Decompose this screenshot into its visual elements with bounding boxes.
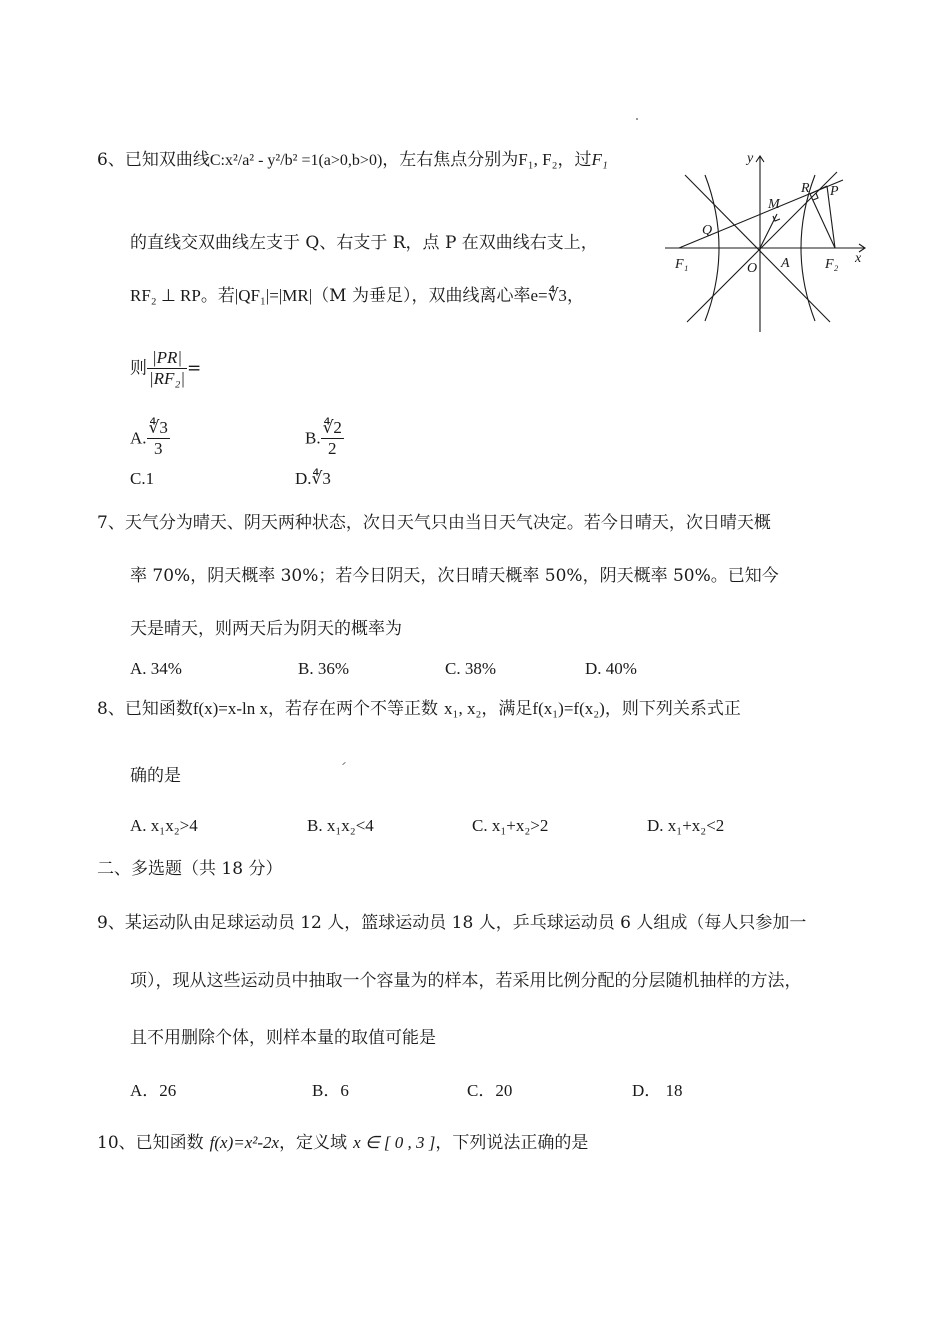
q6-line3 xyxy=(130,286,584,306)
label-f2: F₂ xyxy=(825,257,839,272)
q6-f1: F₁ xyxy=(591,150,608,169)
q6-ask-prefix: 则 xyxy=(130,358,147,379)
q7-line3: 天是晴天，则两天后为阴天的概率为 xyxy=(130,619,402,639)
q6-line2-text: 的直线交双曲线左支于 Q、右支于 R，点 P 在双曲线右支上， xyxy=(130,233,598,253)
q9-line2: 项），现从这些运动员中抽取一个容量为的样本，若采用比例分配的分层随机抽样的方法， xyxy=(130,971,802,991)
label-y: y xyxy=(747,151,754,166)
q6-ratio-fraction xyxy=(147,348,187,390)
q8-option-a: A. x₁x₂>4 xyxy=(130,816,198,835)
q6-option-b-label: B. xyxy=(305,428,321,448)
q6-line3-end: ， xyxy=(566,286,584,306)
q9-option-d: D． 18 xyxy=(632,1081,683,1100)
label-f1: F₁ xyxy=(675,257,689,272)
q9-line1: 9、某运动队由足球运动员 12 人，篮球运动员 18 人，乒乓球运动员 6 人组成（每人只参加一 xyxy=(97,913,807,933)
q6-line1-mid: ，左右焦点分别为 xyxy=(382,150,519,170)
q6-option-a-fraction xyxy=(147,418,170,460)
q7-option-d: D. 40% xyxy=(585,659,637,678)
q6-line1 xyxy=(97,150,608,170)
q6-line1-prefix: 6、已知双曲线 xyxy=(97,150,210,170)
q10-function: f(x)=x²-2x xyxy=(209,1133,280,1152)
label-o: O xyxy=(747,261,758,276)
q6-line2 xyxy=(130,233,598,253)
label-x: x xyxy=(855,251,862,266)
hyperbola-figure xyxy=(665,150,875,340)
q10-line1-prefix: 10、已知函数 xyxy=(97,1133,204,1153)
q9-line3: 且不用删除个体，则样本量的取值可能是 xyxy=(130,1028,436,1048)
q8-line1-mid2: ，满足 xyxy=(481,699,533,719)
q6-option-a-denominator: 3 xyxy=(153,439,163,459)
scan-speck-top xyxy=(636,118,638,120)
q8-line1-prefix: 8、已知函数 xyxy=(97,699,193,719)
q6-option-b-numerator: ∜2 xyxy=(321,418,344,439)
q6-ask-suffix: = xyxy=(187,358,202,379)
q6-option-a-label: A. xyxy=(130,428,147,448)
q6-ratio-numerator: |PR| xyxy=(147,348,187,369)
q8-line1 xyxy=(97,699,741,719)
asymptote-2 xyxy=(687,172,837,322)
label-q: Q xyxy=(702,223,713,238)
q7-line1: 7、天气分为晴天、阴天两种状态，次日天气只由当日天气决定。若今日晴天，次日晴天概 xyxy=(97,513,771,533)
q7-option-a: A. 34% xyxy=(130,659,182,678)
q10-line1-suffix: ，下列说法正确的是 xyxy=(435,1133,589,1153)
q8-line1-mid: ，若存在两个不等正数 xyxy=(268,699,439,719)
q7-line2: 率 70%，阴天概率 30%；若今日阴天，次日晴天概率 50%，阴天概率 50%。已知今 xyxy=(130,566,779,586)
q7-option-c: C. 38% xyxy=(445,659,496,678)
q10-domain: x ∈ [ 0 , 3 ] xyxy=(353,1133,436,1152)
q6-line3-mid: （M 为垂足），双曲线离心率 xyxy=(312,286,531,306)
q6-line1-suffix: ，过 xyxy=(557,150,592,170)
q9-option-a: A．26 xyxy=(130,1081,177,1100)
q6-option-c: C.1 xyxy=(130,469,155,488)
scan-speck xyxy=(342,762,346,765)
label-p: P xyxy=(830,184,839,199)
q6-option-d: D.∜3 xyxy=(295,469,331,488)
hyperbola-diagram xyxy=(665,150,875,335)
q7-option-b: B. 36% xyxy=(298,659,349,678)
q8-line1-suffix: ，则下列关系式正 xyxy=(604,699,741,719)
q6-option-b-denominator: 2 xyxy=(328,439,337,459)
q8-function: f(x)=x-ln x xyxy=(192,699,269,718)
q10-line1 xyxy=(97,1133,588,1153)
q6-option-a xyxy=(130,418,170,460)
q6-length-condition: |QF₁|=|MR| xyxy=(234,286,313,305)
q8-option-d: D. x₁+x₂<2 xyxy=(647,816,725,835)
q8-option-b: B. x₁x₂<4 xyxy=(307,816,374,835)
q6-ratio-denominator: |RF₂| xyxy=(149,369,186,389)
label-m: M xyxy=(768,197,780,212)
q8-variables: x₁, x₂ xyxy=(444,699,482,718)
q9-option-c: C．20 xyxy=(467,1081,513,1100)
q8-line2: 确的是 xyxy=(130,766,181,786)
label-r: R xyxy=(801,181,810,196)
q10-line1-mid: ，定义域 xyxy=(279,1133,348,1153)
section-2-heading: 二、多选题（共 18 分） xyxy=(97,859,283,879)
label-a: A xyxy=(781,256,790,271)
q9-option-b: B．6 xyxy=(312,1081,349,1100)
q6-ask xyxy=(130,348,201,390)
q6-option-b-fraction xyxy=(321,418,344,460)
q6-option-a-numerator: ∜3 xyxy=(147,418,170,439)
q6-option-b xyxy=(305,418,344,460)
q8-option-c: C. x₁+x₂>2 xyxy=(472,816,549,835)
q6-perp-condition: RF₂ ⊥ RP。若 xyxy=(130,286,235,305)
q6-curve-equation: C:x²/a² - y²/b² =1(a>0,b>0) xyxy=(209,152,383,169)
q6-foci: F₁, F₂ xyxy=(518,150,558,169)
q6-eccentricity: e=∜3 xyxy=(530,286,567,305)
q8-condition: f(x₁)=f(x₂) xyxy=(532,699,605,718)
segment-rp xyxy=(810,186,827,194)
